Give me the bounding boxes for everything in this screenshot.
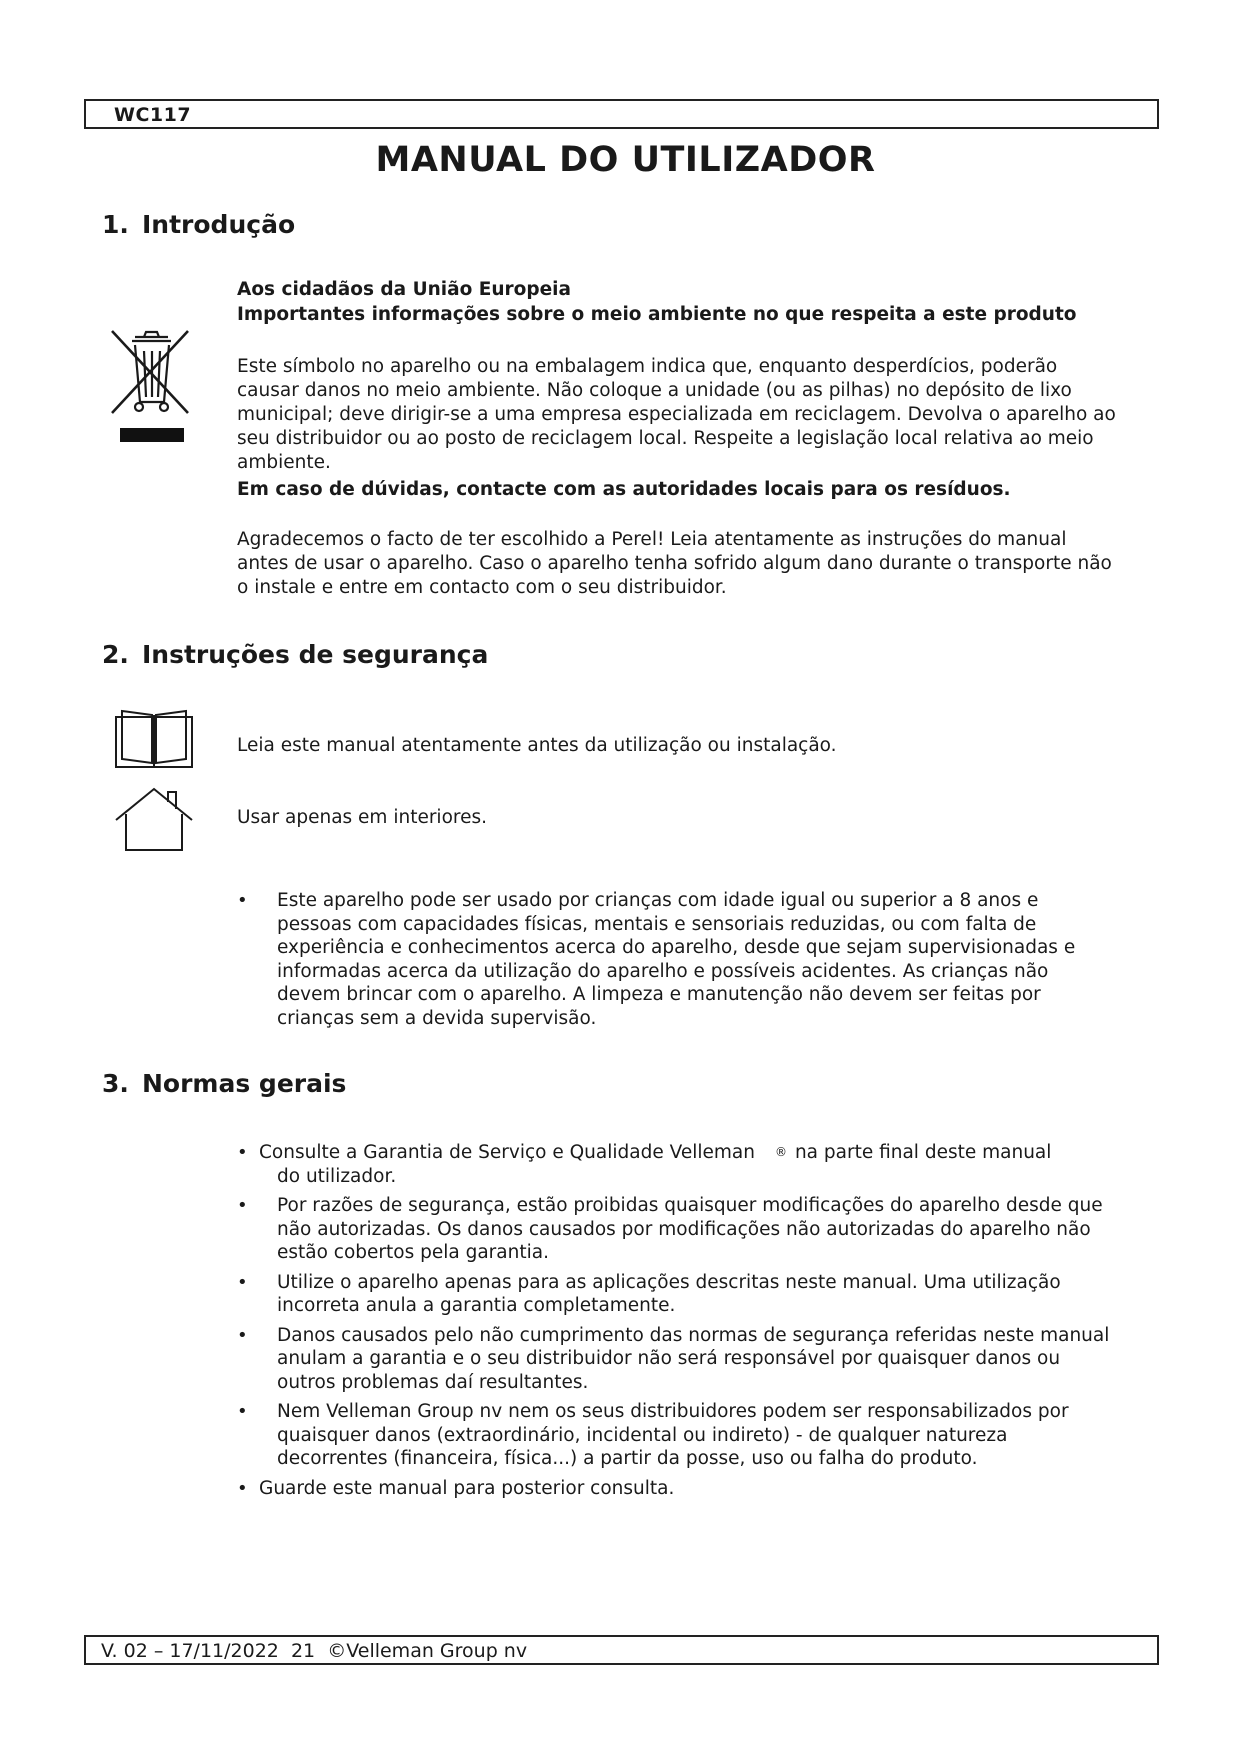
- document-title: MANUAL DO UTILIZADOR: [375, 140, 876, 180]
- product-code: WC117: [114, 104, 192, 126]
- page-footer: [84, 1635, 1159, 1665]
- section-1-number: 1.: [102, 210, 129, 239]
- section-3-title: Normas gerais: [142, 1069, 347, 1098]
- section-2-heading: [102, 640, 488, 669]
- eu-citizens-heading: Aos cidadãos da União Europeia: [237, 279, 571, 300]
- read-manual-text: Leia este manual atentamente antes da utilização ou instalação.: [237, 735, 837, 756]
- list-item: • Guarde este manual para posterior consulta.: [237, 1477, 1117, 1501]
- section-2-number: 2.: [102, 640, 129, 669]
- page-header: [84, 99, 1159, 129]
- warranty-reference-text-end: do utilizador.: [277, 1165, 397, 1187]
- list-item: • Por razões de segurança, estão proibidas quaisquer modificações do aparelho desde que não autorizadas. Os danos causados por modificações não autorizadas do aparelho não estão cobertos pela garantia.: [237, 1194, 1117, 1265]
- list-item: • Danos causados pelo não cumprimento das normas de segurança referidas neste manual anulam a garantia e o seu distribuidor não será responsável por quaisquer danos ou outros problemas daí resultantes.: [237, 1324, 1117, 1395]
- list-item: • Nem Velleman Group nv nem os seus distribuidores podem ser responsabilizados por quaisquer danos (extraordinário, incidental ou indireto) - de qualquer natureza decorrentes (financeira, física...) a partir da posse, uso ou falha do produto.: [237, 1400, 1117, 1471]
- safety-bullet-list: [237, 889, 1107, 1036]
- thank-you-text: Agradecemos o facto de ter escolhido a Perel! Leia atentamente as instruções do manual antes de usar o aparelho. Caso o aparelho tenha sofrido algum dano durante o transporte não o instale e entre em contacto com o seu distribuidor.: [237, 529, 1112, 598]
- indoor-use-text: Usar apenas em interiores.: [237, 807, 487, 828]
- list-item: [237, 1141, 1117, 1188]
- local-authorities-note: Em caso de dúvidas, contacte com as autoridades locais para os resíduos.: [237, 479, 1011, 500]
- list-item: • Este aparelho pode ser usado por crianças com idade igual ou superior a 8 anos e pessoas com capacidades físicas, mentais e sensoriais reduzidas, ou com falta de experiência e conhecimentos acerca do aparelho, desde que sejam supervisionadas e informadas acerca da utilização do aparelho e possíveis acidentes. As crianças não devem brincar com o aparelho. A limpeza e manutenção não devem ser feitas por crianças sem a devida supervisão.: [237, 889, 1107, 1030]
- section-3-heading: [102, 1069, 346, 1098]
- weee-bin-icon: [108, 327, 196, 447]
- section-1-title: Introdução: [142, 210, 296, 239]
- read-manual-book-icon: [114, 707, 194, 771]
- list-item: • Utilize o aparelho apenas para as aplicações descritas neste manual. Uma utilização incorreta anula a garantia completamente.: [237, 1271, 1117, 1318]
- section-2-title: Instruções de segurança: [142, 640, 489, 669]
- registered-mark: ®: [774, 1145, 787, 1159]
- footer-version-text: V. 02 – 17/11/2022 21 ©Velleman Group nv: [101, 1640, 528, 1662]
- section-3-number: 3.: [102, 1069, 129, 1098]
- warranty-reference-text: Consulte a Garantia de Serviço e Qualidade Velleman: [259, 1142, 755, 1163]
- indoor-use-house-icon: [114, 786, 194, 852]
- warranty-reference-text-cont: na parte final deste manual: [794, 1142, 1052, 1163]
- section-1-heading: [102, 210, 295, 239]
- environment-info-text: Este símbolo no aparelho ou na embalagem indica que, enquanto desperdícios, poderão causar danos no meio ambiente. Não coloque a unidade (ou as pilhas) no depósito de lixo municipal; deve dirigir-se a uma empresa especializada em reciclagem. Devolva o aparelho ao seu distribuidor ou ao posto de reciclagem local. Respeite a legislação local relativa ao meio ambiente.: [237, 356, 1116, 473]
- environment-info-heading: Importantes informações sobre o meio ambiente no que respeita a este produto: [237, 304, 1077, 325]
- general-norms-bullet-list: [237, 1141, 1117, 1506]
